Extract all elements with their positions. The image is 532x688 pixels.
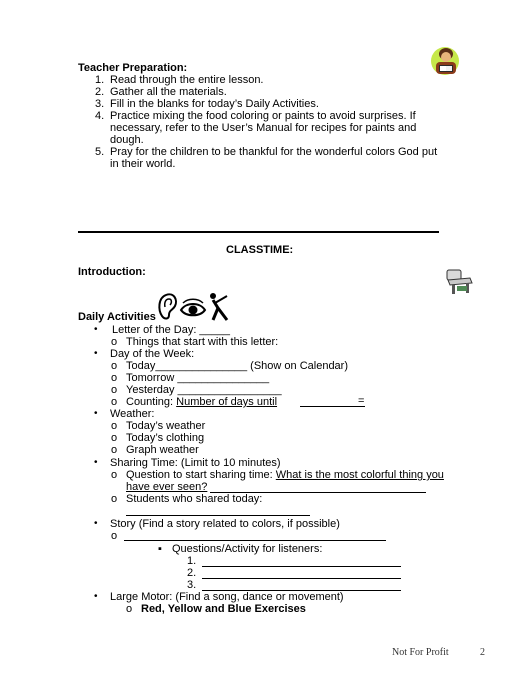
weather-item: Graph weather bbox=[126, 444, 199, 456]
sharing-time: Sharing Time: (Limit to 10 minutes) bbox=[110, 457, 281, 469]
weather-item: Today’s clothing bbox=[126, 432, 205, 444]
question-number: 2. bbox=[187, 567, 197, 579]
question-number: 3. bbox=[187, 579, 197, 591]
letter-of-day: Letter of the Day: _____ bbox=[112, 324, 231, 336]
today-field: Today_______________ (Show on Calendar) bbox=[126, 360, 349, 372]
questions-activity: Questions/Activity for listeners: bbox=[172, 543, 323, 555]
bullet-disc: • bbox=[94, 457, 98, 468]
bullet-square: ▪ bbox=[158, 543, 162, 555]
daily-activities-label: Daily Activities bbox=[78, 311, 156, 323]
list-item-cont: dough. bbox=[110, 134, 144, 146]
page-number: 2 bbox=[480, 647, 485, 658]
list-item: Fill in the blanks for today’s Daily Activities. bbox=[110, 98, 319, 110]
bullet-circle: o bbox=[111, 469, 118, 481]
counting-value: Number of days until bbox=[176, 396, 278, 408]
sharing-question bbox=[126, 469, 444, 481]
introduction-label: Introduction: bbox=[78, 266, 146, 278]
question-text: What is the most colorful thing you bbox=[275, 469, 444, 481]
letter-things: Things that start with this letter: bbox=[126, 336, 279, 348]
section-divider bbox=[78, 231, 439, 233]
ear-icon bbox=[156, 292, 180, 322]
large-motor: Large Motor: (Find a song, dance or movement) bbox=[110, 591, 344, 603]
bullet-circle: o bbox=[111, 360, 118, 372]
desk-icon bbox=[444, 266, 474, 296]
bullet-circle: o bbox=[111, 420, 118, 432]
bullet-circle: o bbox=[126, 603, 133, 615]
bullet-disc: • bbox=[94, 591, 98, 602]
counting-equals: = bbox=[358, 395, 365, 407]
bullet-circle: o bbox=[111, 336, 118, 348]
list-item: Practice mixing the food coloring or paints to avoid surprises. If bbox=[110, 110, 416, 122]
weather-item: Today’s weather bbox=[126, 420, 206, 432]
students-shared: Students who shared today: bbox=[126, 493, 263, 505]
question-label: Question to start sharing time: bbox=[126, 469, 276, 481]
bullet-circle: o bbox=[111, 530, 118, 542]
list-item: Gather all the materials. bbox=[110, 86, 227, 98]
tomorrow-field: Tomorrow _______________ bbox=[126, 372, 270, 384]
counting-label: Counting: bbox=[126, 396, 177, 408]
list-number: 5. bbox=[95, 146, 105, 158]
bullet-disc: • bbox=[94, 348, 98, 359]
footer-text: Not For Profit bbox=[392, 647, 449, 658]
story-blank bbox=[124, 540, 386, 541]
reading-person-icon bbox=[428, 42, 464, 78]
yesterday-field: Yesterday _________________ bbox=[126, 384, 282, 396]
list-item: Read through the entire lesson. bbox=[110, 74, 264, 86]
bullet-circle: o bbox=[111, 384, 118, 396]
list-item: Pray for the children to be thankful for the wonderful colors God put bbox=[110, 146, 438, 158]
question-text-cont: have ever seen? bbox=[126, 481, 208, 493]
list-number: 3. bbox=[95, 98, 105, 110]
bullet-disc: • bbox=[94, 324, 98, 335]
day-of-week: Day of the Week: bbox=[110, 348, 195, 360]
counting-field bbox=[126, 396, 277, 408]
list-number: 4. bbox=[95, 110, 105, 122]
bullet-circle: o bbox=[111, 372, 118, 384]
counting-blank bbox=[300, 406, 365, 407]
list-number: 2. bbox=[95, 86, 105, 98]
stretching-person-icon bbox=[207, 291, 233, 323]
bullet-circle: o bbox=[111, 396, 118, 408]
bullet-circle: o bbox=[111, 432, 118, 444]
bullet-circle: o bbox=[111, 444, 118, 456]
list-item-cont: necessary, refer to the User’s Manual for recipes for paints and bbox=[110, 122, 417, 134]
question-number: 1. bbox=[187, 555, 197, 567]
question-blank bbox=[202, 566, 401, 567]
question-blank bbox=[202, 578, 401, 579]
eye-icon bbox=[180, 296, 206, 320]
students-blank bbox=[126, 515, 310, 516]
list-number: 1. bbox=[95, 74, 105, 86]
bullet-disc: • bbox=[94, 408, 98, 419]
list-item-cont: in their world. bbox=[110, 158, 176, 170]
teacher-prep-heading: Teacher Preparation: bbox=[78, 62, 188, 74]
exercise-title: Red, Yellow and Blue Exercises bbox=[141, 603, 306, 615]
bullet-disc: • bbox=[94, 518, 98, 529]
story: Story (Find a story related to colors, if possible) bbox=[110, 518, 340, 530]
classtime-title: CLASSTIME: bbox=[226, 244, 294, 256]
bullet-circle: o bbox=[111, 493, 118, 505]
weather: Weather: bbox=[110, 408, 155, 420]
